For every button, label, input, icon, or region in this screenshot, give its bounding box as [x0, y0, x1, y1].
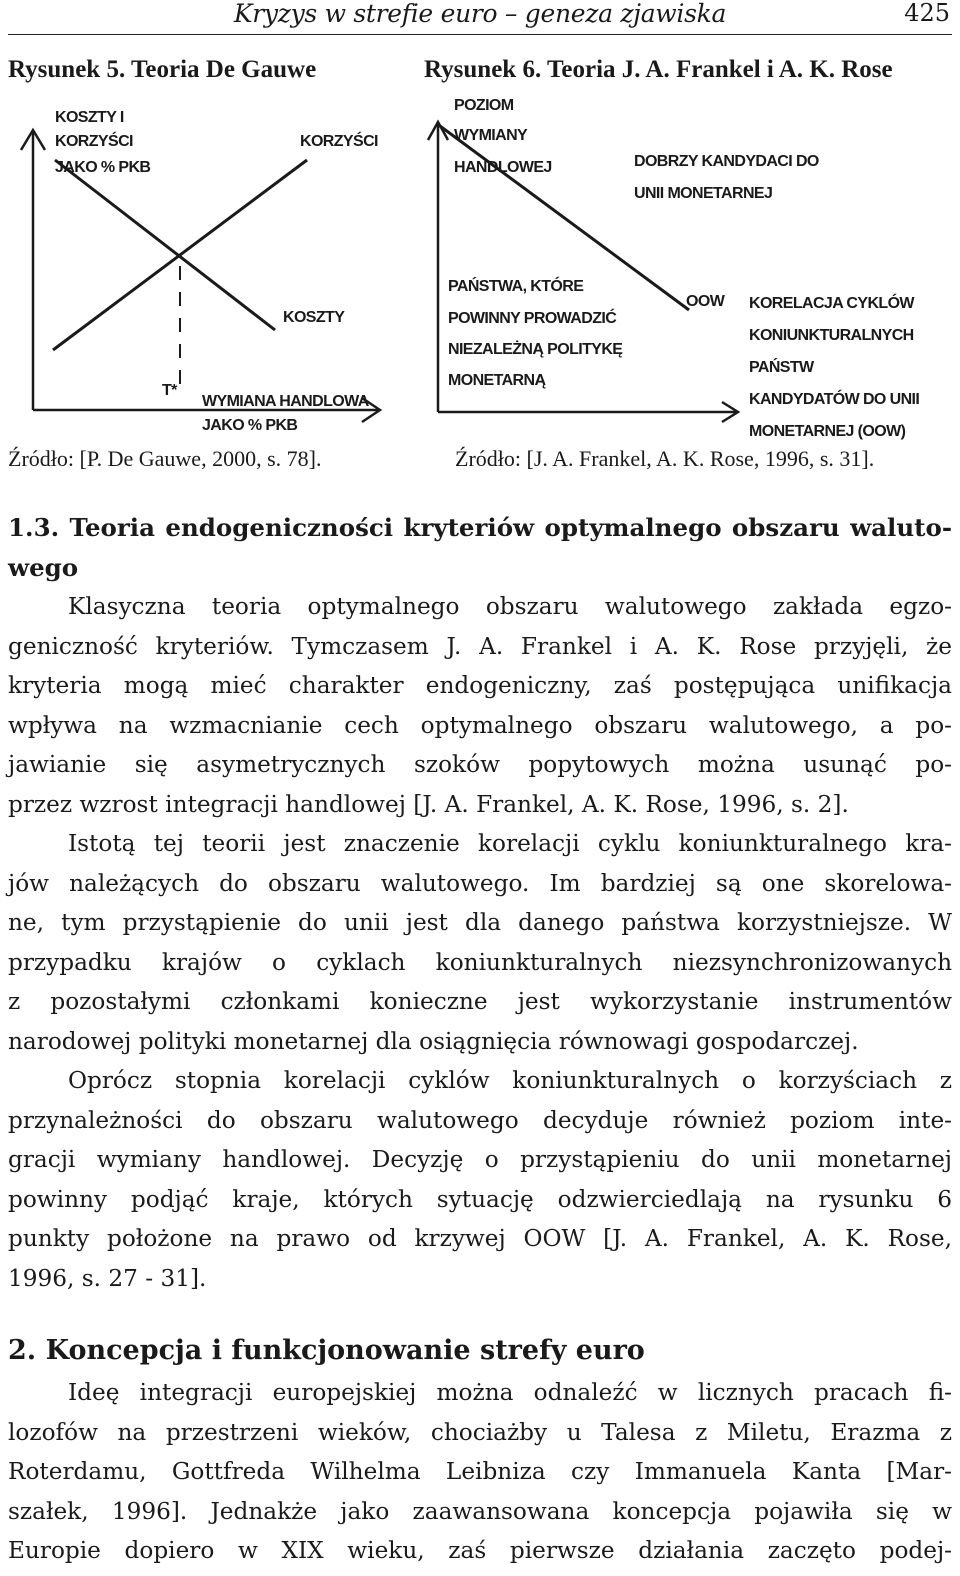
independent-policy-label-3: NIEZALEŻNĄ POLITYKĘ [448, 341, 623, 358]
y-axis-label-2: KORZYŚCI [55, 133, 133, 150]
text-line: Klasyczna teoria optymalnego obszaru walutowego zakłada egzo- [68, 593, 952, 620]
text-line: Ideę integracji europejskiej można odnaleźć w licznych pracach fi- [68, 1379, 952, 1406]
text-line: Europie dopiero w XIX wieku, zaś pierwsze działania zaczęto podej- [8, 1537, 952, 1564]
x-axis-label-2: KONIUNKTURALNYCH [749, 327, 914, 344]
x-axis-label-3: PAŃSTW [749, 359, 814, 376]
text-line: ne, tym przystąpienie do unii jest dla danego państwa korzystniejsze. W [8, 909, 952, 936]
x-axis-label-4: KANDYDATÓW DO UNII [749, 391, 920, 408]
page-header [8, 0, 952, 35]
x-axis-label-1: WYMIANA HANDLOWA [202, 393, 369, 410]
text-line: z pozostałymi członkami konieczne jest wykorzystanie instrumentów [8, 988, 952, 1015]
costs-label: KOSZTY [283, 309, 345, 326]
text-line: Oprócz stopnia korelacji cyklów koniunkturalnych o korzyściach z [68, 1067, 952, 1094]
independent-policy-label-1: PAŃSTWA, KTÓRE [448, 278, 584, 295]
x-axis-label-2: JAKO % PKB [202, 417, 298, 434]
text-line: przez wzrost integracji handlowej [J. A. Frankel, A. K. Rose, 1996, s. 2]. [8, 790, 849, 818]
independent-policy-label-4: MONETARNĄ [448, 372, 546, 389]
page-number: 425 [904, 0, 950, 27]
running-title: Kryzys w strefie euro – geneza zjawiska [233, 0, 727, 28]
text-line: Roterdamu, Gottfreda Wilhelma Leibniza czy Immanuela Kanta [Mar- [8, 1458, 952, 1485]
text-line: jawianie się asymetrycznych szoków popytowych można usunąć po- [8, 751, 952, 778]
y-axis-label-3: HANDLOWEJ [454, 159, 552, 176]
text-line: wpływa na wzmacnianie cech optymalnego obszaru walutowego, a po- [8, 711, 952, 739]
figure5-diagram [0, 88, 420, 438]
t-star-label: T* [162, 382, 177, 399]
section-1-3-heading [8, 508, 952, 588]
good-candidates-label-1: DOBRZY KANDYDACI DO [634, 153, 819, 170]
text-line: 1996, s. 27 - 31]. [8, 1264, 207, 1292]
y-axis-label-1: KOSZTY I [55, 109, 124, 126]
figure6-caption: Rysunek 6. Teoria J. A. Frankel i A. K. Rose [424, 56, 893, 83]
x-axis-label-1: KORELACJA CYKLÓW [749, 295, 914, 312]
text-line: przynależności do obszaru walutowego decyduje również poziom inte- [8, 1106, 952, 1134]
y-axis-label-3: JAKO % PKB [55, 159, 151, 176]
text-line: kryteria mogą mieć charakter endogeniczny, zaś postępująca unifikacja [8, 672, 952, 699]
text-line: szałek, 1996]. Jednakże jako zaawansowana koncepcja pojawiła się w [8, 1497, 952, 1525]
figure6-diagram [424, 88, 954, 448]
section-1-3-paragraph-1 [8, 587, 952, 824]
figure5-caption: Rysunek 5. Teoria De Gauwe [8, 56, 317, 83]
figure5-source: Źródło: [P. De Gauwe, 2000, s. 78]. [8, 446, 322, 471]
text-line: lozofów na przestrzeni wieków, chociażby u Talesa z Miletu, Erazma z [8, 1418, 952, 1446]
x-axis-label-5: MONETARNEJ (OOW) [749, 423, 906, 440]
section-2-paragraph-1 [8, 1373, 952, 1571]
y-axis-label-1: POZIOM [454, 97, 514, 114]
costs-line [55, 160, 275, 330]
text-line: gracji wymiany handlowej. Decyzję o przystąpieniu do unii monetarnej [8, 1146, 952, 1173]
good-candidates-label-2: UNII MONETARNEJ [634, 185, 773, 202]
figure6-source: Źródło: [J. A. Frankel, A. K. Rose, 1996, s. 31]. [455, 446, 875, 471]
text-line: przypadku krajów o cyklach koniunkturalnych niezsynchronizowanych [8, 948, 952, 976]
text-line: punkty położone na prawo od krzywej OOW [J. A. Frankel, A. K. Rose, [8, 1225, 952, 1252]
oow-label: OOW [686, 293, 725, 310]
text-line: geniczność kryteriów. Tymczasem J. A. Frankel i A. K. Rose przyjęli, że [8, 632, 952, 660]
benefits-label: KORZYŚCI [300, 133, 378, 150]
text-line: narodowej polityki monetarnej dla osiągnięcia równowagi gospodarczej. [8, 1027, 859, 1055]
section-1-3-paragraph-2 [8, 824, 952, 1061]
text-line: powinny podjąć kraje, których sytuację odzwierciedlają na rysunku 6 [8, 1185, 952, 1213]
y-axis-label-2: WYMIANY [454, 127, 528, 144]
text-line: Istotą tej teorii jest znaczenie korelacji cyklu koniunkturalnego kra- [68, 830, 952, 857]
text-line: jów należących do obszaru walutowego. Im bardziej są one skorelowa- [8, 869, 952, 897]
section-1-3-heading-line-1: 1.3. Teoria endogeniczności kryteriów optymalnego obszaru waluto- [8, 513, 952, 542]
section-1-3-heading-line-2: wego [8, 553, 79, 582]
section-1-3-paragraph-3 [8, 1061, 952, 1298]
independent-policy-label-2: POWINNY PROWADZIĆ [448, 310, 617, 327]
section-2-heading: 2. Koncepcja i funkcjonowanie strefy euro [8, 1335, 645, 1366]
